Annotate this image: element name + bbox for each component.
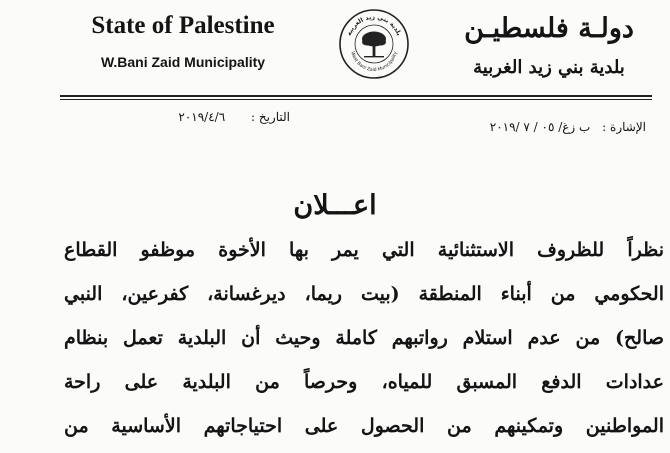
notice-line: عدادات الدفع المسبق للمياه، وحرصاً من البلدية على راحة <box>64 371 664 393</box>
seal-text-en: West Bani Zaid Municipality <box>349 51 399 74</box>
notice-line: نظراً للظروف الاستثنائية التي يمر بها الأخوة موظفو القطاع <box>64 239 664 261</box>
letterhead-en-subtitle: W.Bani Zaid Municipality <box>100 54 266 70</box>
letterhead-ar-subtitle: بلدية بني زيد الغربية <box>473 57 625 78</box>
reference-line <box>386 118 646 136</box>
header-divider <box>60 95 652 97</box>
letterhead-arabic <box>444 12 654 80</box>
letterhead-english <box>68 8 298 72</box>
letterhead-ar-title: دولـة فلسطيـن <box>464 13 634 44</box>
letterhead-en-title: State of Palestine <box>91 12 275 39</box>
notice-line: صالح) من عدم استلام رواتبهم كاملة وحيث أن البلدية تعمل بنظام <box>64 327 664 349</box>
seal-text-ar: بلدية بني زيد الغربية <box>345 13 403 37</box>
date-line <box>70 108 290 126</box>
municipality-seal-icon <box>338 8 410 80</box>
reference-value: ب زغ/ ٠٥ / ٧ /٢٠١٩ <box>489 120 591 134</box>
header-divider-thin <box>60 99 652 100</box>
date-label: التاريخ : <box>250 110 290 124</box>
notice-heading: اعـــلان <box>293 190 377 221</box>
date-value: ٢٠١٩/٤/٦ <box>178 110 226 124</box>
notice-line: الحكومي من أبناء المنطقة (بيت ريما، ديرغسانة، كفرعين، النبي <box>64 283 664 305</box>
notice-line: المواطنين وتمكينهم من الحصول على احتياجاتهم الأساسية من <box>64 415 664 437</box>
notice-body <box>64 228 664 448</box>
reference-label: الإشارة : <box>602 120 646 134</box>
